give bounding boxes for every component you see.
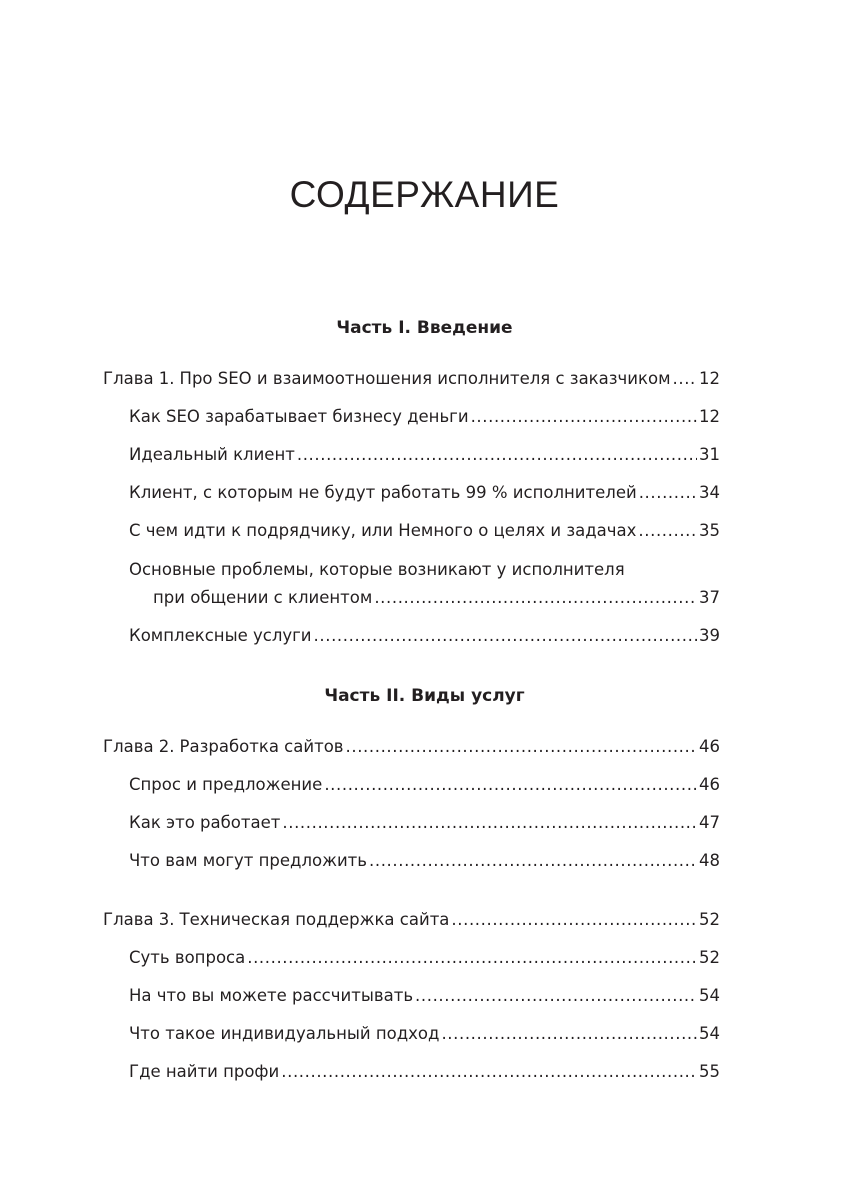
- page-number: 54: [699, 986, 720, 1005]
- dot-leader: [673, 368, 697, 390]
- part-heading: Часть I. Введение: [336, 318, 513, 338]
- dot-leader: [441, 1023, 697, 1045]
- page-number: 55: [699, 1062, 720, 1081]
- section-title: Идеальный клиент: [129, 445, 295, 464]
- toc-section-entry[interactable]: [129, 482, 720, 504]
- dot-leader: [374, 587, 697, 609]
- page-number: 37: [699, 588, 720, 607]
- toc-section-entry[interactable]: [129, 1023, 720, 1045]
- toc-chapter-entry[interactable]: [103, 736, 720, 758]
- toc-chapter-entry[interactable]: [103, 909, 720, 931]
- dot-leader: [471, 406, 697, 428]
- section-title: Что такое индивидуальный подход: [129, 1024, 440, 1043]
- section-title-line2: при общении с клиентом: [153, 588, 373, 607]
- toc-section-entry[interactable]: [129, 406, 720, 428]
- section-title: С чем идти к подрядчику, или Немного о целях и задачах: [129, 521, 637, 540]
- page-number: 47: [699, 813, 720, 832]
- toc-section-entry[interactable]: [153, 587, 720, 609]
- dot-leader: [324, 774, 697, 796]
- dot-leader: [638, 520, 697, 542]
- chapter-title: Разработка сайтов: [179, 737, 344, 756]
- chapter-title: Техническая поддержка сайта: [179, 910, 450, 929]
- section-title: Комплексные услуги: [129, 626, 312, 645]
- page-number: 54: [699, 1024, 720, 1043]
- section-title: Суть вопроса: [129, 948, 246, 967]
- toc-chapter-entry[interactable]: [103, 368, 720, 390]
- dot-leader: [297, 444, 697, 466]
- dot-leader: [346, 736, 697, 758]
- section-title: Спрос и предложение: [129, 775, 323, 794]
- page-number: 12: [699, 369, 720, 388]
- toc-section-entry[interactable]: [129, 1061, 720, 1083]
- page-number: 52: [699, 948, 720, 967]
- toc-section-entry[interactable]: [129, 947, 720, 969]
- page-number: 39: [699, 626, 720, 645]
- toc-section-entry[interactable]: [129, 850, 720, 872]
- section-title: Что вам могут предложить: [129, 851, 368, 870]
- dot-leader: [247, 947, 697, 969]
- toc-section-entry[interactable]: [129, 812, 720, 834]
- toc-section-entry[interactable]: [129, 774, 720, 796]
- dot-leader: [281, 1061, 697, 1083]
- dot-leader: [314, 625, 697, 647]
- section-title-line1[interactable]: Основные проблемы, которые возникают у исполнителя: [129, 560, 625, 579]
- chapter-title: Про SEO и взаимоотношения исполнителя с заказчиком: [179, 369, 671, 388]
- dot-leader: [451, 909, 697, 931]
- page-number: 46: [699, 737, 720, 756]
- page-number: 34: [699, 483, 720, 502]
- toc-section-entry[interactable]: [129, 444, 720, 466]
- toc-section-entry[interactable]: [129, 625, 720, 647]
- section-title: Как SEO зарабатывает бизнесу деньги: [129, 407, 469, 426]
- dot-leader: [369, 850, 697, 872]
- dot-leader: [415, 985, 697, 1007]
- page-number: 46: [699, 775, 720, 794]
- toc-section-entry[interactable]: [129, 985, 720, 1007]
- part-heading: Часть II. Виды услуг: [324, 686, 525, 706]
- page-number: 48: [699, 851, 720, 870]
- page-title: СОДЕРЖАНИЕ: [289, 173, 560, 215]
- page-number: 52: [699, 910, 720, 929]
- dot-leader: [639, 482, 697, 504]
- section-title: Как это работает: [129, 813, 281, 832]
- chapter-number: Глава 3.: [103, 910, 175, 929]
- page-number: 35: [699, 521, 720, 540]
- section-title: Где найти профи: [129, 1062, 280, 1081]
- toc-section-entry[interactable]: [129, 520, 720, 542]
- page-number: 12: [699, 407, 720, 426]
- section-title: Клиент, с которым не будут работать 99 % исполнителей: [129, 483, 637, 502]
- section-title: На что вы можете рассчитывать: [129, 986, 414, 1005]
- chapter-number: Глава 1.: [103, 369, 175, 388]
- page-number: 31: [699, 445, 720, 464]
- chapter-number: Глава 2.: [103, 737, 175, 756]
- dot-leader: [282, 812, 697, 834]
